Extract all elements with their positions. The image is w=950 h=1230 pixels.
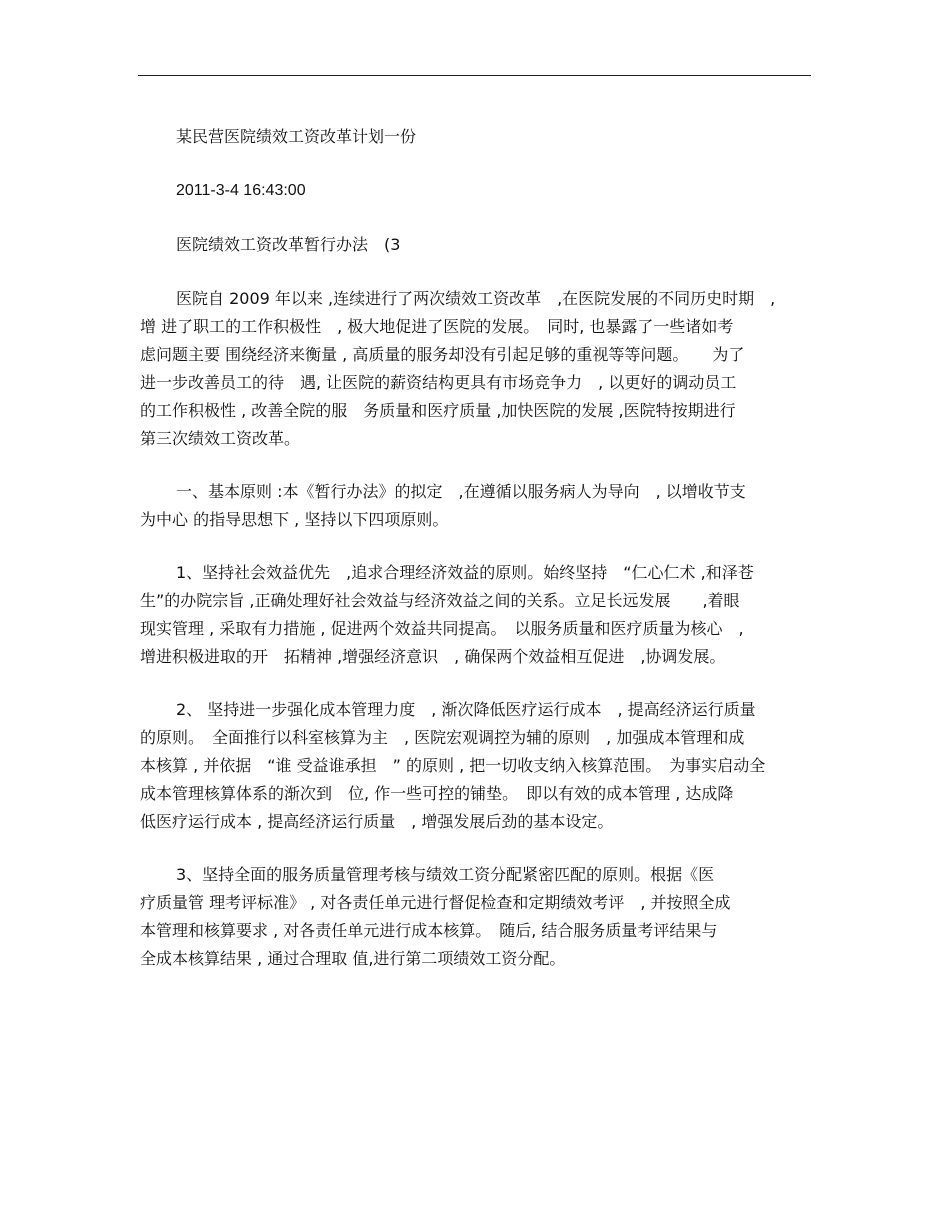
paragraph-line: 疗质量管 理考评标准》 , 对各责任单元进行督促检查和定期绩效考评 , 并按照全成 <box>140 893 731 912</box>
paragraph-intro <box>140 285 808 453</box>
paragraph-line: 现实管理 , 采取有力措施 , 促进两个效益共同提高。 以服务质量和医疗质量为核心 , <box>140 619 744 638</box>
paragraph-line: 本核算 , 并依据 “谁 受益谁承担 ” 的原则 , 把一切收支纳入核算范围。 为事实启动全 <box>140 756 766 775</box>
document-title: 某民营医院绩效工资改革计划一份 <box>176 127 417 146</box>
paragraph-line: 生”的办院宗旨 ,正确处理好社会效益与经济效益之间的关系。立足长远发展 ,着眼 <box>140 591 740 610</box>
paragraph-line: 的原则。 全面推行以科室核算为主 , 医院宏观调控为辅的原则 , 加强成本管理和成 <box>140 728 745 747</box>
paragraph-basic-principles <box>140 478 808 534</box>
paragraph-line: 增进积极进取的开 拓精神 ,增强经济意识 , 确保两个效益相互促进 ,协调发展。 <box>140 647 726 666</box>
paragraph-line: 第三次绩效工资改革。 <box>140 429 301 448</box>
document-body <box>140 123 808 998</box>
paragraph-line: 医院自 2009 年以来 ,连续进行了两次绩效工资改革 ,在医院发展的不同历史时期 , <box>176 289 776 308</box>
paragraph-principle-1 <box>140 559 808 671</box>
paragraph-principle-3 <box>140 861 808 973</box>
paragraph-line: 的工作积极性 , 改善全院的服 务质量和医疗质量 ,加快医院的发展 ,医院特按期进行 <box>140 401 736 420</box>
paragraph-line: 成本管理核算体系的渐次到 位, 作一些可控的铺垫。 即以有效的成本管理 , 达成降 <box>140 784 734 803</box>
paragraph-line: 一、基本原则 :本《暂行办法》的拟定 ,在遵循以服务病人为导向 , 以增收节支 <box>176 482 746 501</box>
paragraph-line: 低医疗运行成本 , 提高经济运行质量 , 增强发展后劲的基本设定。 <box>140 812 614 831</box>
document-subtitle: 医院绩效工资改革暂行办法 (3 <box>176 235 401 254</box>
paragraph-line: 全成本核算结果 , 通过合理取 值,进行第二项绩效工资分配。 <box>140 949 566 968</box>
paragraph-principle-2 <box>140 696 808 836</box>
paragraph-line: 增 进了职工的工作积极性 , 极大地促进了医院的发展。 同时, 也暴露了一些诸如考 <box>140 317 734 336</box>
document-date: 2011-3-4 16:43:00 <box>176 182 306 199</box>
paragraph-line: 本管理和核算要求 , 对各责任单元进行成本核算。 随后, 结合服务质量考评结果与 <box>140 921 718 940</box>
paragraph-line: 为中心 的指导思想下 , 坚持以下四项原则。 <box>140 510 449 529</box>
paragraph-line: 1、坚持社会效益优先 ,追求合理经济效益的原则。始终坚持 “仁心仁术 ,和泽苍 <box>176 563 754 582</box>
paragraph-line: 2、 坚持进一步强化成本管理力度 , 渐次降低医疗运行成本 , 提高经济运行质量 <box>176 700 756 719</box>
paragraph-line: 进一步改善员工的待 遇, 让医院的薪资结构更具有市场竞争力 , 以更好的调动员工 <box>140 373 737 392</box>
paragraph-line: 3、坚持全面的服务质量管理考核与绩效工资分配紧密匹配的原则。根据《医 <box>176 865 715 884</box>
header-rule <box>138 75 811 76</box>
paragraph-line: 虑问题主要 围绕经济来衡量 , 高质量的服务却没有引起足够的重视等等问题。 为了 <box>140 345 745 364</box>
